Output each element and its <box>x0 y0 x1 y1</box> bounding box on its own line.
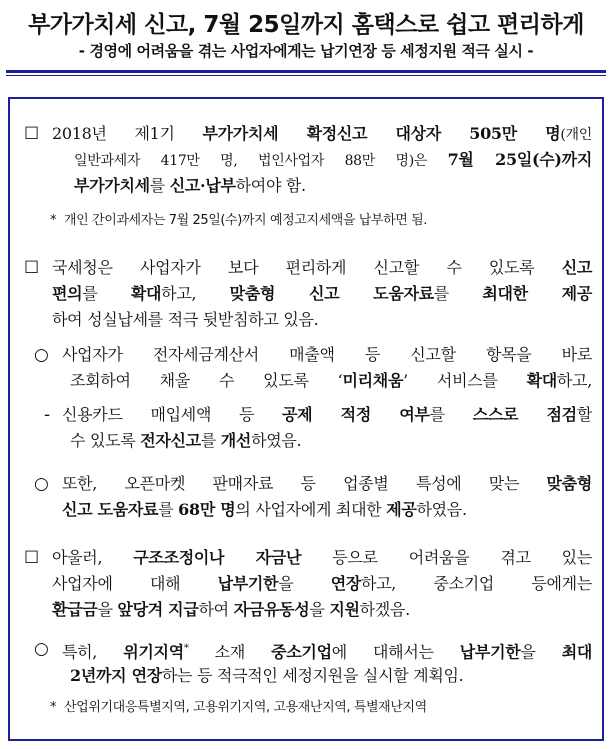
page-subtitle: - 경영에 어려움을 겪는 사업자에게는 납기연장 등 세정지원 적극 실시 - <box>78 42 534 60</box>
s1-line-2: 일반과세자 417만 명, 법인사업자 88만 명)은 7월 25일(수)까지 <box>74 150 592 169</box>
s2-c1-line-2: 조회하여 채울 수 있도록 ‘미리채움’ 서비스를 확대하고, <box>70 371 593 390</box>
circle-bullet-1: ○ <box>34 345 49 365</box>
square-bullet-2: ☐ <box>24 258 40 278</box>
s2-c2-line-2: 신고 도움자료를 68만 명의 사업자에게 최대한 제공하였음. <box>62 500 467 519</box>
circle-bullet-3: ○ <box>34 639 49 659</box>
s1-line-1: 2018년 제1기 부가가치세 확정신고 대상자 505만 명(개인 <box>52 124 592 143</box>
s2-c2-line-1: 또한, 오픈마켓 판매자료 등 업종별 특성에 맞는 맞춤형 <box>62 474 592 493</box>
s3-c1-line-2: 2년까지 연장하는 등 적극적인 세정지원을 실시할 계획임. <box>70 666 464 685</box>
s3-line-1: 아울러, 구조조정이나 자금난 등으로 어려움을 겪고 있는 <box>52 548 592 567</box>
s3-line-2: 사업자에 대해 납부기한을 연장하고, 중소기업 등에게는 <box>52 574 592 593</box>
dash-bullet-1: - <box>44 405 51 425</box>
s2-line-3: 하여 성실납세를 적극 뒷받침하고 있음. <box>52 310 319 329</box>
s1-line-3: 부가가치세를 신고·납부하여야 함. <box>74 176 306 195</box>
s3-c1-line-1: 특히, 위기지역* 소재 중소기업에 대해서는 납부기한을 최대 <box>62 642 592 662</box>
square-bullet-1: ☐ <box>24 124 40 144</box>
content-box <box>8 97 604 741</box>
s2-line-2: 편의를 확대하고, 맞춤형 신고 도움자료를 최대한 제공 <box>52 284 592 303</box>
title-rule-thin <box>6 75 606 76</box>
s2-c1-line-1: 사업자가 전자세금계산서 매출액 등 신고할 항목을 바로 <box>62 345 592 364</box>
page-title: 부가가치세 신고, 7월 25일까지 홈택스로 쉽고 편리하게 <box>28 12 584 38</box>
circle-bullet-2: ○ <box>34 474 49 494</box>
s1-note-asterisk: * <box>50 213 57 228</box>
square-bullet-3: ☐ <box>24 548 40 568</box>
s3-line-3: 환급금을 앞당겨 지급하여 자금유동성을 지원하겠음. <box>52 600 410 619</box>
s2-d1-line-2: 수 있도록 전자신고를 개선하였음. <box>70 431 302 450</box>
s2-line-1: 국세청은 사업자가 보다 편리하게 신고할 수 있도록 신고 <box>52 258 592 277</box>
s2-d1-line-1: 신용카드 매입세액 등 공제 적정 여부를 스스로 점검할 <box>62 405 592 424</box>
s1-note: 개인 간이과세자는 7월 25일(수)까지 예정고지세액을 납부하면 됨. <box>64 213 428 228</box>
s3-note: 산업위기대응특별지역, 고용위기지역, 고용재난지역, 특별재난지역 <box>64 700 427 715</box>
title-rule-thick <box>6 70 606 73</box>
s3-note-asterisk: * <box>50 700 57 715</box>
